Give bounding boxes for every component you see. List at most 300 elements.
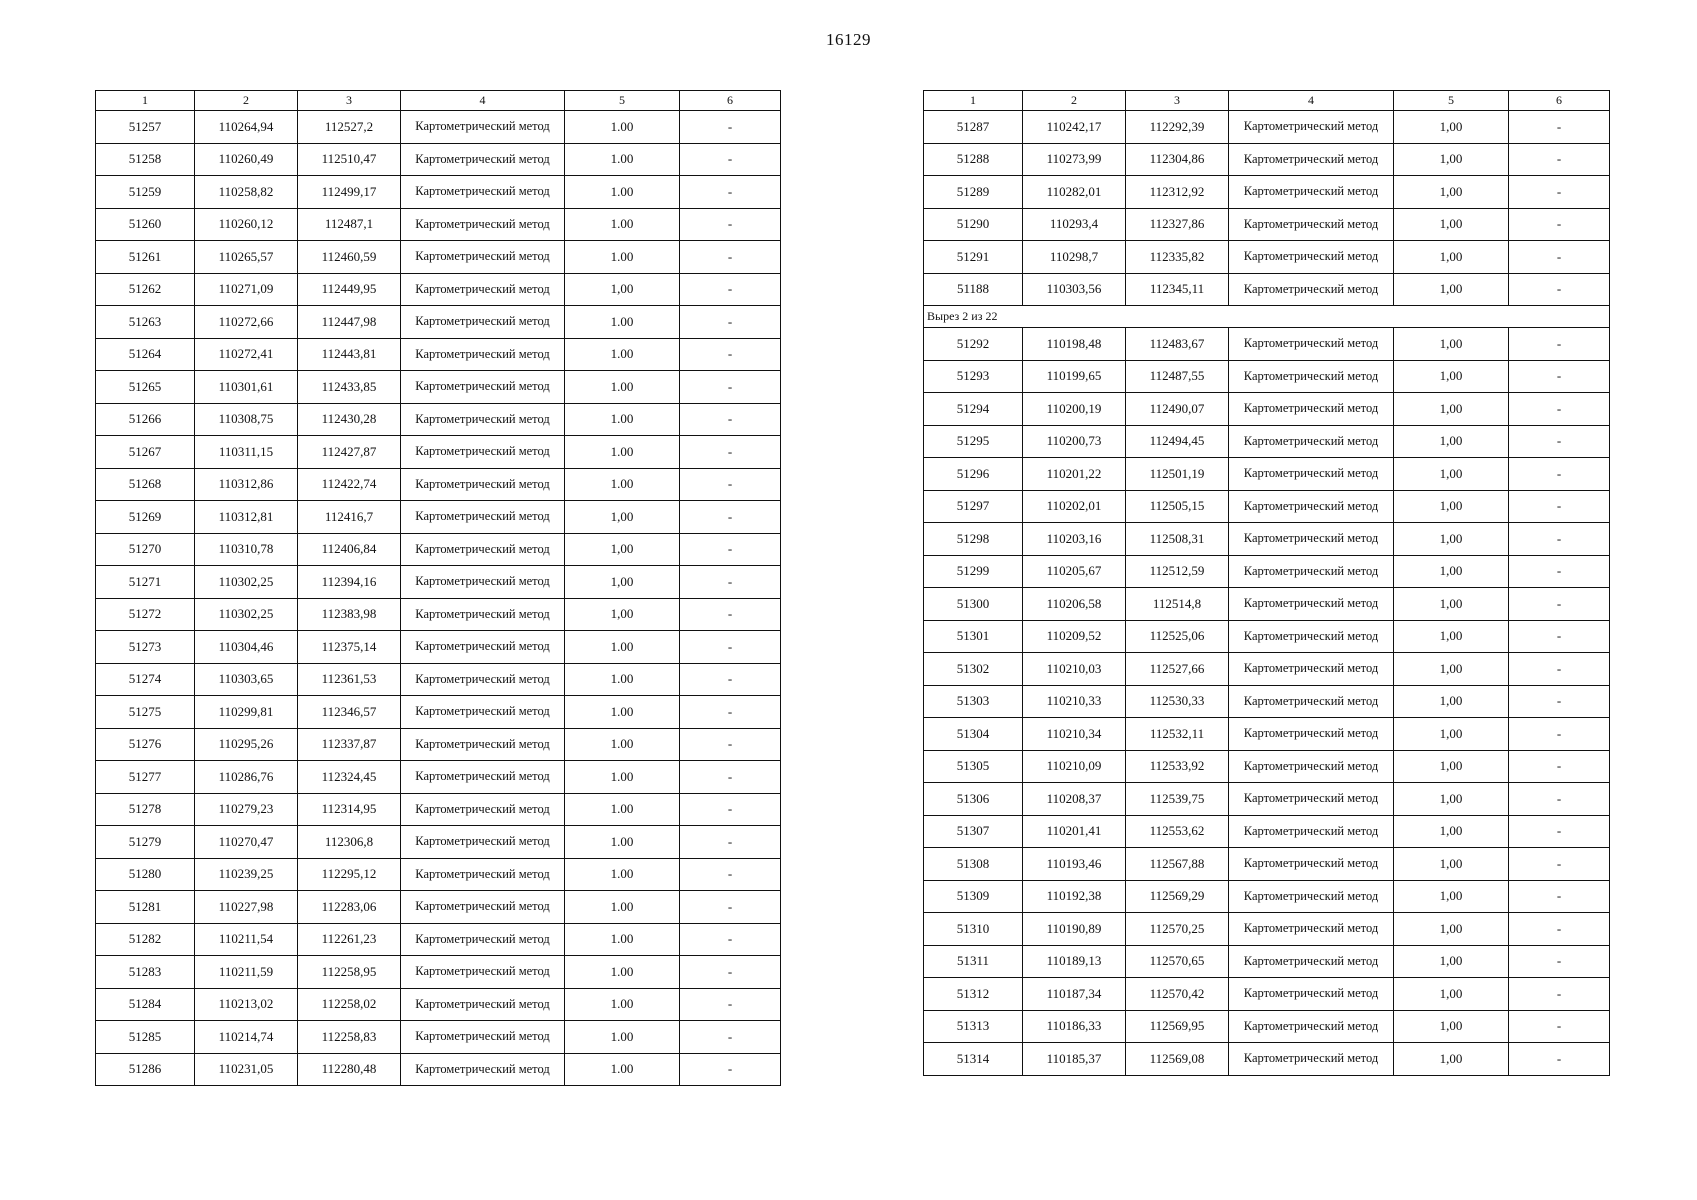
note-cell: - [1509,176,1610,209]
y-coordinate-cell: 112449,95 [298,273,401,306]
point-number-cell: 51303 [924,685,1023,718]
accuracy-cell: 1.00 [565,338,680,371]
note-cell: - [1509,328,1610,361]
accuracy-cell: 1.00 [565,306,680,339]
table-row [924,685,1610,718]
note-cell: - [680,631,781,664]
y-coordinate-cell: 112327,86 [1126,208,1229,241]
table-row [96,631,781,664]
x-coordinate-cell: 110260,12 [195,208,298,241]
method-cell: Картометрический метод [1229,523,1394,556]
method-cell: Картометрический метод [401,566,565,599]
y-coordinate-cell: 112443,81 [298,338,401,371]
x-coordinate-cell: 110202,01 [1023,490,1126,523]
column-header-5: 5 [565,91,680,111]
accuracy-cell: 1,00 [565,501,680,534]
point-number-cell: 51293 [924,360,1023,393]
accuracy-cell: 1,00 [1394,685,1509,718]
y-coordinate-cell: 112499,17 [298,176,401,209]
table-row [96,858,781,891]
y-coordinate-cell: 112483,67 [1126,328,1229,361]
method-cell: Картометрический метод [1229,653,1394,686]
column-header-2: 2 [1023,91,1126,111]
table-row [96,208,781,241]
point-number-cell: 51261 [96,241,195,274]
note-cell: - [1509,848,1610,881]
y-coordinate-cell: 112261,23 [298,923,401,956]
method-cell: Картометрический метод [1229,176,1394,209]
point-number-cell: 51313 [924,1010,1023,1043]
point-number-cell: 51311 [924,945,1023,978]
y-coordinate-cell: 112258,83 [298,1021,401,1054]
note-cell: - [1509,1043,1610,1076]
method-cell: Картометрический метод [401,208,565,241]
x-coordinate-cell: 110186,33 [1023,1010,1126,1043]
method-cell: Картометрический метод [1229,815,1394,848]
column-header-3: 3 [298,91,401,111]
table-row [924,143,1610,176]
x-coordinate-cell: 110271,09 [195,273,298,306]
accuracy-cell: 1.00 [565,761,680,794]
accuracy-cell: 1,00 [1394,620,1509,653]
point-number-cell: 51295 [924,425,1023,458]
x-coordinate-cell: 110310,78 [195,533,298,566]
method-cell: Картометрический метод [401,988,565,1021]
note-cell: - [680,1053,781,1086]
x-coordinate-cell: 110198,48 [1023,328,1126,361]
y-coordinate-cell: 112553,62 [1126,815,1229,848]
x-coordinate-cell: 110270,47 [195,826,298,859]
point-number-cell: 51314 [924,1043,1023,1076]
accuracy-cell: 1.00 [565,956,680,989]
coordinates-table-right [923,90,1610,1076]
method-cell: Картометрический метод [1229,393,1394,426]
note-cell: - [680,241,781,274]
point-number-cell: 51283 [96,956,195,989]
point-number-cell: 51278 [96,793,195,826]
page-number: 16129 [826,30,871,49]
y-coordinate-cell: 112258,95 [298,956,401,989]
method-cell: Картометрический метод [401,468,565,501]
table-row [96,1053,781,1086]
accuracy-cell: 1.00 [565,631,680,664]
note-cell: - [1509,653,1610,686]
y-coordinate-cell: 112447,98 [298,306,401,339]
y-coordinate-cell: 112295,12 [298,858,401,891]
table-row [96,306,781,339]
y-coordinate-cell: 112361,53 [298,663,401,696]
note-cell: - [680,501,781,534]
y-coordinate-cell: 112427,87 [298,436,401,469]
accuracy-cell: 1,00 [1394,328,1509,361]
x-coordinate-cell: 110239,25 [195,858,298,891]
method-cell: Картометрический метод [1229,978,1394,1011]
accuracy-cell: 1,00 [1394,143,1509,176]
method-cell: Картометрический метод [401,891,565,924]
table-row [924,653,1610,686]
x-coordinate-cell: 110201,41 [1023,815,1126,848]
accuracy-cell: 1,00 [1394,588,1509,621]
method-cell: Картометрический метод [1229,718,1394,751]
x-coordinate-cell: 110199,65 [1023,360,1126,393]
y-coordinate-cell: 112490,07 [1126,393,1229,426]
table-row [924,328,1610,361]
point-number-cell: 51309 [924,880,1023,913]
accuracy-cell: 1,00 [1394,1010,1509,1043]
method-cell: Картометрический метод [401,501,565,534]
x-coordinate-cell: 110312,86 [195,468,298,501]
accuracy-cell: 1,00 [1394,273,1509,306]
coordinates-table-left [95,90,781,1086]
x-coordinate-cell: 110213,02 [195,988,298,1021]
x-coordinate-cell: 110210,09 [1023,750,1126,783]
x-coordinate-cell: 110293,4 [1023,208,1126,241]
table-row [96,598,781,631]
y-coordinate-cell: 112314,95 [298,793,401,826]
table-body [96,111,781,1086]
x-coordinate-cell: 110211,59 [195,956,298,989]
table-row [924,848,1610,881]
x-coordinate-cell: 110312,81 [195,501,298,534]
accuracy-cell: 1,00 [1394,718,1509,751]
accuracy-cell: 1.00 [565,1021,680,1054]
accuracy-cell: 1,00 [1394,913,1509,946]
point-number-cell: 51290 [924,208,1023,241]
note-cell: - [680,143,781,176]
x-coordinate-cell: 110231,05 [195,1053,298,1086]
method-cell: Картометрический метод [1229,360,1394,393]
x-coordinate-cell: 110298,7 [1023,241,1126,274]
x-coordinate-cell: 110260,49 [195,143,298,176]
point-number-cell: 51270 [96,533,195,566]
note-cell: - [680,761,781,794]
point-number-cell: 51268 [96,468,195,501]
x-coordinate-cell: 110265,57 [195,241,298,274]
method-cell: Картометрический метод [401,273,565,306]
point-number-cell: 51287 [924,111,1023,144]
note-cell: - [1509,978,1610,1011]
accuracy-cell: 1.00 [565,143,680,176]
point-number-cell: 51265 [96,371,195,404]
method-cell: Картометрический метод [1229,913,1394,946]
accuracy-cell: 1.00 [565,988,680,1021]
table-row [96,273,781,306]
x-coordinate-cell: 110279,23 [195,793,298,826]
x-coordinate-cell: 110227,98 [195,891,298,924]
note-cell: - [1509,945,1610,978]
accuracy-cell: 1,00 [1394,208,1509,241]
point-number-cell: 51286 [96,1053,195,1086]
point-number-cell: 51300 [924,588,1023,621]
header-row [96,91,781,111]
table-header [924,91,1610,111]
y-coordinate-cell: 112527,66 [1126,653,1229,686]
table-row [96,826,781,859]
table-row [924,978,1610,1011]
x-coordinate-cell: 110208,37 [1023,783,1126,816]
accuracy-cell: 1,00 [1394,490,1509,523]
accuracy-cell: 1.00 [565,923,680,956]
y-coordinate-cell: 112527,2 [298,111,401,144]
point-number-cell: 51282 [96,923,195,956]
method-cell: Картометрический метод [401,631,565,664]
method-cell: Картометрический метод [1229,945,1394,978]
y-coordinate-cell: 112304,86 [1126,143,1229,176]
y-coordinate-cell: 112306,8 [298,826,401,859]
point-number-cell: 51298 [924,523,1023,556]
method-cell: Картометрический метод [401,176,565,209]
column-header-6: 6 [1509,91,1610,111]
note-cell: - [1509,393,1610,426]
point-number-cell: 51291 [924,241,1023,274]
note-cell: - [680,598,781,631]
y-coordinate-cell: 112394,16 [298,566,401,599]
y-coordinate-cell: 112512,59 [1126,555,1229,588]
accuracy-cell: 1.00 [565,728,680,761]
note-cell: - [1509,1010,1610,1043]
x-coordinate-cell: 110272,41 [195,338,298,371]
note-cell: - [1509,523,1610,556]
y-coordinate-cell: 112337,87 [298,728,401,761]
table-row [96,338,781,371]
x-coordinate-cell: 110264,94 [195,111,298,144]
note-cell: - [1509,913,1610,946]
method-cell: Картометрический метод [401,761,565,794]
x-coordinate-cell: 110242,17 [1023,111,1126,144]
table-row [96,176,781,209]
y-coordinate-cell: 112510,47 [298,143,401,176]
method-cell: Картометрический метод [401,956,565,989]
y-coordinate-cell: 112345,11 [1126,273,1229,306]
table-row [924,176,1610,209]
y-coordinate-cell: 112501,19 [1126,458,1229,491]
x-coordinate-cell: 110211,54 [195,923,298,956]
x-coordinate-cell: 110205,67 [1023,555,1126,588]
method-cell: Картометрический метод [401,143,565,176]
table-row [924,1043,1610,1076]
y-coordinate-cell: 112530,33 [1126,685,1229,718]
point-number-cell: 51304 [924,718,1023,751]
y-coordinate-cell: 112514,8 [1126,588,1229,621]
note-cell: - [680,696,781,729]
method-cell: Картометрический метод [1229,588,1394,621]
y-coordinate-cell: 112525,06 [1126,620,1229,653]
method-cell: Картометрический метод [1229,848,1394,881]
accuracy-cell: 1.00 [565,663,680,696]
table-row [96,891,781,924]
point-number-cell: 51305 [924,750,1023,783]
table-header [96,91,781,111]
x-coordinate-cell: 110210,33 [1023,685,1126,718]
y-coordinate-cell: 112569,95 [1126,1010,1229,1043]
method-cell: Картометрический метод [1229,111,1394,144]
x-coordinate-cell: 110272,66 [195,306,298,339]
column-header-4: 4 [1229,91,1394,111]
x-coordinate-cell: 110189,13 [1023,945,1126,978]
table-row [924,718,1610,751]
accuracy-cell: 1,00 [1394,111,1509,144]
method-cell: Картометрический метод [1229,685,1394,718]
method-cell: Картометрический метод [1229,555,1394,588]
table-row [924,523,1610,556]
x-coordinate-cell: 110203,16 [1023,523,1126,556]
y-coordinate-cell: 112508,31 [1126,523,1229,556]
header-row [924,91,1610,111]
accuracy-cell: 1.00 [565,891,680,924]
method-cell: Картометрический метод [1229,783,1394,816]
point-number-cell: 51301 [924,620,1023,653]
accuracy-cell: 1,00 [1394,393,1509,426]
method-cell: Картометрический метод [1229,143,1394,176]
table-row [96,371,781,404]
note-cell: - [680,468,781,501]
note-cell: - [680,728,781,761]
accuracy-cell: 1,00 [1394,848,1509,881]
x-coordinate-cell: 110206,58 [1023,588,1126,621]
x-coordinate-cell: 110301,61 [195,371,298,404]
x-coordinate-cell: 110258,82 [195,176,298,209]
note-cell: - [680,436,781,469]
accuracy-cell: 1,00 [565,533,680,566]
y-coordinate-cell: 112324,45 [298,761,401,794]
y-coordinate-cell: 112312,92 [1126,176,1229,209]
table-row [924,393,1610,426]
y-coordinate-cell: 112280,48 [298,1053,401,1086]
table-row [96,956,781,989]
note-cell: - [1509,718,1610,751]
x-coordinate-cell: 110302,25 [195,566,298,599]
method-cell: Картометрический метод [401,306,565,339]
note-cell: - [1509,880,1610,913]
y-coordinate-cell: 112570,42 [1126,978,1229,1011]
note-cell: - [1509,458,1610,491]
note-cell: - [680,663,781,696]
y-coordinate-cell: 112383,98 [298,598,401,631]
y-coordinate-cell: 112533,92 [1126,750,1229,783]
y-coordinate-cell: 112532,11 [1126,718,1229,751]
point-number-cell: 51266 [96,403,195,436]
note-cell: - [680,956,781,989]
column-header-3: 3 [1126,91,1229,111]
x-coordinate-cell: 110210,34 [1023,718,1126,751]
column-header-5: 5 [1394,91,1509,111]
table-row [924,880,1610,913]
note-cell: - [680,1021,781,1054]
method-cell: Картометрический метод [401,436,565,469]
table-row [96,728,781,761]
note-cell: - [680,891,781,924]
y-coordinate-cell: 112570,25 [1126,913,1229,946]
note-cell: - [1509,208,1610,241]
point-number-cell: 51294 [924,393,1023,426]
table-row [96,403,781,436]
table-row [96,501,781,534]
point-number-cell: 51262 [96,273,195,306]
table-row [924,620,1610,653]
method-cell: Картометрический метод [401,826,565,859]
note-cell: - [680,793,781,826]
note-cell: - [1509,815,1610,848]
y-coordinate-cell: 112416,7 [298,501,401,534]
table-row [96,241,781,274]
point-number-cell: 51260 [96,208,195,241]
y-coordinate-cell: 112283,06 [298,891,401,924]
y-coordinate-cell: 112433,85 [298,371,401,404]
column-header-2: 2 [195,91,298,111]
section-label-row [924,306,1610,328]
table-row [96,923,781,956]
note-cell: - [1509,111,1610,144]
point-number-cell: 51263 [96,306,195,339]
point-number-cell: 51275 [96,696,195,729]
x-coordinate-cell: 110303,65 [195,663,298,696]
accuracy-cell: 1,00 [1394,783,1509,816]
table-row [924,458,1610,491]
table-row [96,793,781,826]
accuracy-cell: 1.00 [565,176,680,209]
table-row [96,663,781,696]
note-cell: - [1509,555,1610,588]
point-number-cell: 51307 [924,815,1023,848]
table-row [924,208,1610,241]
column-header-1: 1 [924,91,1023,111]
accuracy-cell: 1,00 [1394,880,1509,913]
method-cell: Картометрический метод [401,1021,565,1054]
method-cell: Картометрический метод [1229,458,1394,491]
point-number-cell: 51272 [96,598,195,631]
accuracy-cell: 1,00 [1394,945,1509,978]
note-cell: - [680,923,781,956]
y-coordinate-cell: 112569,29 [1126,880,1229,913]
point-number-cell: 51296 [924,458,1023,491]
point-number-cell: 51280 [96,858,195,891]
note-cell: - [1509,273,1610,306]
point-number-cell: 51310 [924,913,1023,946]
y-coordinate-cell: 112292,39 [1126,111,1229,144]
method-cell: Картометрический метод [1229,241,1394,274]
x-coordinate-cell: 110185,37 [1023,1043,1126,1076]
point-number-cell: 51284 [96,988,195,1021]
point-number-cell: 51274 [96,663,195,696]
method-cell: Картометрический метод [1229,1010,1394,1043]
table-row [924,945,1610,978]
note-cell: - [680,208,781,241]
method-cell: Картометрический метод [401,241,565,274]
table-row [924,111,1610,144]
table-row [924,241,1610,274]
x-coordinate-cell: 110311,15 [195,436,298,469]
point-number-cell: 51281 [96,891,195,924]
accuracy-cell: 1.00 [565,371,680,404]
x-coordinate-cell: 110201,22 [1023,458,1126,491]
table-row [924,425,1610,458]
table-row [96,468,781,501]
method-cell: Картометрический метод [1229,620,1394,653]
x-coordinate-cell: 110308,75 [195,403,298,436]
x-coordinate-cell: 110273,99 [1023,143,1126,176]
table-row [924,1010,1610,1043]
point-number-cell: 51267 [96,436,195,469]
method-cell: Картометрический метод [401,793,565,826]
point-number-cell: 51292 [924,328,1023,361]
y-coordinate-cell: 112258,02 [298,988,401,1021]
table-row [96,436,781,469]
note-cell: - [680,533,781,566]
accuracy-cell: 1,00 [1394,653,1509,686]
y-coordinate-cell: 112406,84 [298,533,401,566]
method-cell: Картометрический метод [401,403,565,436]
y-coordinate-cell: 112460,59 [298,241,401,274]
